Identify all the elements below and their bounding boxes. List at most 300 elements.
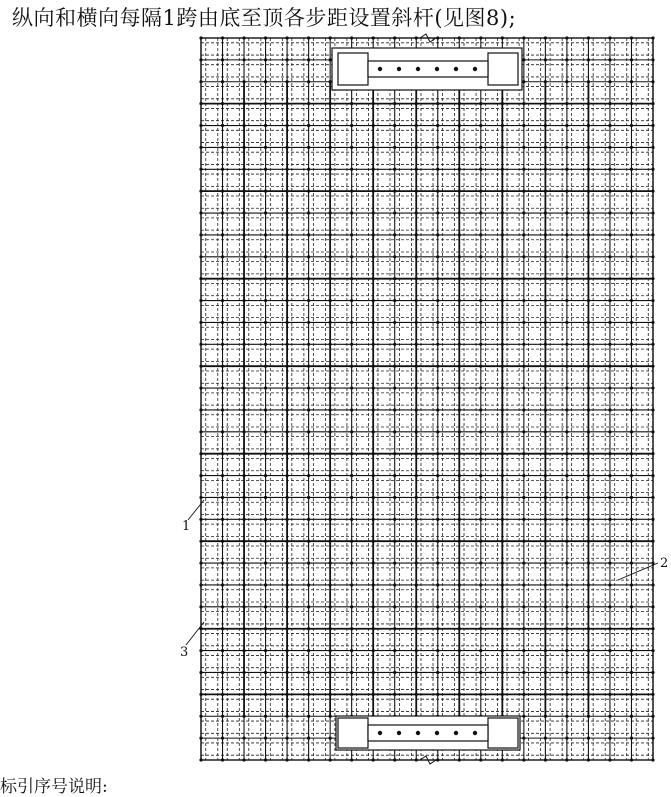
joint-node (544, 649, 547, 652)
joint-node (522, 496, 525, 499)
joint-node (651, 211, 654, 214)
joint-node (221, 496, 224, 499)
joint-node (501, 386, 504, 389)
joint-node (285, 146, 288, 149)
joint-node (221, 58, 224, 61)
joint-node (544, 277, 547, 280)
joint-node (307, 102, 310, 105)
joint-node (393, 365, 396, 368)
joint-node (630, 671, 633, 674)
joint-node (544, 693, 547, 696)
joint-node (329, 452, 332, 455)
joint-node (307, 365, 310, 368)
joint-node (285, 386, 288, 389)
joint-node (608, 211, 611, 214)
joint-node (651, 452, 654, 455)
joint-node (329, 474, 332, 477)
joint-node (544, 146, 547, 149)
joint-node (479, 190, 482, 193)
joint-node (285, 343, 288, 346)
joint-node (651, 233, 654, 236)
joint-node (587, 540, 590, 543)
joint-node (264, 277, 267, 280)
joint-node (458, 36, 461, 39)
joint-node (608, 233, 611, 236)
joint-node (393, 277, 396, 280)
joint-node (285, 474, 288, 477)
joint-nodes (199, 36, 654, 761)
joint-node (587, 277, 590, 280)
joint-node (264, 365, 267, 368)
joint-node (350, 430, 353, 433)
joint-node (565, 255, 568, 258)
joint-node (242, 124, 245, 127)
joint-node (264, 693, 267, 696)
joint-node (350, 190, 353, 193)
joint-node (285, 430, 288, 433)
joint-node (630, 365, 633, 368)
joint-node (436, 605, 439, 608)
joint-node (393, 233, 396, 236)
joint-node (651, 124, 654, 127)
joint-node (199, 124, 202, 127)
joint-node (479, 365, 482, 368)
joint-node (372, 671, 375, 674)
joint-node (436, 649, 439, 652)
joint-node (242, 605, 245, 608)
joint-node (630, 561, 633, 564)
joint-node (393, 583, 396, 586)
joint-node (372, 277, 375, 280)
joint-node (199, 693, 202, 696)
joint-node (501, 408, 504, 411)
joint-node (264, 80, 267, 83)
joint-node (544, 671, 547, 674)
joint-node (458, 299, 461, 302)
joint-node (199, 321, 202, 324)
joint-node (608, 299, 611, 302)
joint-node (264, 211, 267, 214)
joint-node (436, 233, 439, 236)
joint-node (565, 58, 568, 61)
joint-node (587, 299, 590, 302)
joint-node (221, 561, 224, 564)
joint-node (587, 190, 590, 193)
bolt-mark (397, 731, 401, 735)
bolt-mark (378, 731, 382, 735)
joint-node (415, 518, 418, 521)
joint-node (372, 583, 375, 586)
joint-node (522, 190, 525, 193)
joint-node (608, 255, 611, 258)
joint-node (221, 693, 224, 696)
joint-node (630, 299, 633, 302)
joint-node (393, 693, 396, 696)
joint-node (479, 211, 482, 214)
joint-node (630, 190, 633, 193)
joint-node (544, 190, 547, 193)
joint-node (307, 430, 310, 433)
joint-node (285, 365, 288, 368)
joint-node (565, 102, 568, 105)
joint-node (587, 605, 590, 608)
joint-node (329, 671, 332, 674)
joint-node (544, 343, 547, 346)
joint-node (458, 233, 461, 236)
joint-node (393, 496, 396, 499)
joint-node (285, 715, 288, 718)
joint-node (458, 124, 461, 127)
joint-node (285, 80, 288, 83)
joint-node (522, 168, 525, 171)
joint-node (307, 299, 310, 302)
joint-node (479, 255, 482, 258)
joint-node (479, 583, 482, 586)
joint-node (221, 474, 224, 477)
joint-node (372, 321, 375, 324)
joint-node (565, 190, 568, 193)
joint-node (264, 715, 267, 718)
joint-node (199, 365, 202, 368)
joint-node (329, 737, 332, 740)
joint-node (199, 146, 202, 149)
joint-node (608, 649, 611, 652)
joint-node (630, 277, 633, 280)
joint-node (544, 365, 547, 368)
joint-node (565, 408, 568, 411)
bolt-mark (416, 731, 420, 735)
joint-node (372, 124, 375, 127)
joint-node (436, 190, 439, 193)
joint-node (415, 190, 418, 193)
joint-node (307, 124, 310, 127)
joint-node (264, 408, 267, 411)
joint-node (307, 737, 310, 740)
joint-node (393, 190, 396, 193)
joint-node (501, 693, 504, 696)
joint-node (264, 583, 267, 586)
joint-node (522, 58, 525, 61)
joint-node (479, 561, 482, 564)
joint-node (544, 561, 547, 564)
joint-node (307, 649, 310, 652)
joint-node (199, 299, 202, 302)
joint-node (350, 211, 353, 214)
joint-node (285, 496, 288, 499)
joint-node (199, 452, 202, 455)
joint-node (608, 671, 611, 674)
joint-node (242, 758, 245, 761)
joint-node (522, 211, 525, 214)
joint-node (221, 343, 224, 346)
joint-node (522, 321, 525, 324)
joint-node (350, 365, 353, 368)
joint-node (608, 474, 611, 477)
joint-node (565, 758, 568, 761)
joint-node (630, 583, 633, 586)
joint-node (415, 168, 418, 171)
joint-node (285, 693, 288, 696)
joint-node (501, 583, 504, 586)
joint-node (307, 80, 310, 83)
joint-node (436, 627, 439, 630)
joint-node (415, 233, 418, 236)
joint-node (436, 386, 439, 389)
joint-node (350, 561, 353, 564)
joint-node (415, 255, 418, 258)
joint-node (372, 365, 375, 368)
joint-node (307, 146, 310, 149)
joint-node (285, 36, 288, 39)
joint-node (608, 277, 611, 280)
joint-node (544, 540, 547, 543)
bolt-mark (454, 67, 458, 71)
joint-node (307, 758, 310, 761)
joint-node (264, 518, 267, 521)
joint-node (501, 299, 504, 302)
joint-node (565, 540, 568, 543)
joint-node (393, 321, 396, 324)
joint-node (221, 190, 224, 193)
joint-node (307, 277, 310, 280)
joint-node (415, 365, 418, 368)
joint-node (522, 343, 525, 346)
joint-node (608, 758, 611, 761)
joint-node (285, 540, 288, 543)
joint-node (350, 299, 353, 302)
joint-node (479, 408, 482, 411)
joint-node (436, 408, 439, 411)
joint-node (651, 474, 654, 477)
joint-node (372, 496, 375, 499)
joint-node (221, 583, 224, 586)
joint-node (458, 168, 461, 171)
joint-node (307, 627, 310, 630)
joint-node (285, 649, 288, 652)
joint-node (372, 408, 375, 411)
joint-node (350, 146, 353, 149)
joint-node (221, 299, 224, 302)
joint-node (630, 715, 633, 718)
joint-node (501, 649, 504, 652)
joint-node (565, 36, 568, 39)
joint-node (242, 146, 245, 149)
joint-node (544, 627, 547, 630)
joint-node (199, 430, 202, 433)
joint-node (242, 36, 245, 39)
joint-node (565, 124, 568, 127)
joint-node (307, 233, 310, 236)
joint-node (285, 671, 288, 674)
joint-node (436, 583, 439, 586)
joint-node (415, 386, 418, 389)
joint-node (522, 430, 525, 433)
joint-node (242, 343, 245, 346)
joint-node (587, 758, 590, 761)
joint-node (544, 299, 547, 302)
joint-node (393, 627, 396, 630)
joint-node (372, 36, 375, 39)
joint-node (458, 671, 461, 674)
joint-node (522, 605, 525, 608)
joint-node (307, 452, 310, 455)
joint-node (630, 737, 633, 740)
joint-node (199, 36, 202, 39)
joint-node (285, 452, 288, 455)
joint-node (458, 605, 461, 608)
joint-node (393, 540, 396, 543)
joint-node (587, 693, 590, 696)
joint-node (651, 365, 654, 368)
joint-node (458, 627, 461, 630)
joint-node (242, 190, 245, 193)
joint-node (630, 408, 633, 411)
joint-node (458, 255, 461, 258)
joint-node (479, 758, 482, 761)
joint-node (329, 255, 332, 258)
joint-node (587, 715, 590, 718)
joint-node (372, 649, 375, 652)
joint-node (608, 321, 611, 324)
joint-node (285, 233, 288, 236)
joint-node (415, 474, 418, 477)
joint-node (264, 605, 267, 608)
joint-node (651, 693, 654, 696)
joint-node (221, 758, 224, 761)
joint-node (651, 649, 654, 652)
joint-node (329, 80, 332, 83)
joint-node (242, 211, 245, 214)
joint-node (522, 671, 525, 674)
joint-node (522, 80, 525, 83)
joint-node (608, 737, 611, 740)
bolt-mark (378, 67, 382, 71)
joint-node (264, 452, 267, 455)
bottom-beam-left-block (338, 718, 368, 748)
joint-node (587, 102, 590, 105)
joint-node (199, 277, 202, 280)
joint-node (221, 36, 224, 39)
joint-node (307, 518, 310, 521)
joint-node (587, 36, 590, 39)
joint-node (415, 452, 418, 455)
joint-node (544, 758, 547, 761)
joint-node (479, 430, 482, 433)
joint-node (350, 452, 353, 455)
joint-node (651, 737, 654, 740)
joint-node (350, 386, 353, 389)
joint-node (651, 102, 654, 105)
joint-node (651, 408, 654, 411)
joint-node (242, 649, 245, 652)
joint-node (393, 518, 396, 521)
joint-node (458, 561, 461, 564)
joint-node (415, 36, 418, 39)
joint-node (522, 124, 525, 127)
joint-node (458, 452, 461, 455)
joint-node (436, 277, 439, 280)
joint-node (264, 321, 267, 324)
joint-node (608, 715, 611, 718)
joint-node (458, 649, 461, 652)
joint-node (587, 671, 590, 674)
bolt-mark (473, 731, 477, 735)
joint-node (415, 496, 418, 499)
joint-node (630, 474, 633, 477)
joint-node (264, 233, 267, 236)
joint-node (372, 693, 375, 696)
joint-node (630, 80, 633, 83)
joint-node (307, 496, 310, 499)
joint-node (587, 211, 590, 214)
legend-heading: 标引序号说明: (0, 777, 108, 797)
joint-node (522, 649, 525, 652)
joint-node (587, 124, 590, 127)
joint-node (608, 627, 611, 630)
joint-node (565, 715, 568, 718)
joint-node (350, 758, 353, 761)
joint-node (501, 474, 504, 477)
joint-node (242, 365, 245, 368)
joint-node (522, 540, 525, 543)
joint-node (329, 649, 332, 652)
joint-node (522, 365, 525, 368)
joint-node (458, 518, 461, 521)
joint-node (221, 211, 224, 214)
joint-node (501, 277, 504, 280)
joint-node (264, 671, 267, 674)
joint-node (565, 211, 568, 214)
joint-node (651, 36, 654, 39)
joint-node (242, 715, 245, 718)
joint-node (608, 58, 611, 61)
joint-node (436, 36, 439, 39)
joint-node (242, 430, 245, 433)
joint-node (393, 474, 396, 477)
joint-node (436, 168, 439, 171)
joint-node (501, 758, 504, 761)
joint-node (242, 255, 245, 258)
joint-node (285, 211, 288, 214)
joint-node (565, 343, 568, 346)
joint-node (329, 36, 332, 39)
joint-node (501, 518, 504, 521)
joint-node (242, 737, 245, 740)
joint-node (242, 518, 245, 521)
joint-node (565, 671, 568, 674)
joint-node (415, 430, 418, 433)
joint-node (307, 58, 310, 61)
joint-node (372, 540, 375, 543)
joint-node (522, 518, 525, 521)
joint-node (522, 737, 525, 740)
joint-node (501, 605, 504, 608)
joint-node (285, 758, 288, 761)
joint-node (651, 758, 654, 761)
joint-node (565, 146, 568, 149)
joint-node (630, 146, 633, 149)
joint-node (458, 277, 461, 280)
joint-node (544, 474, 547, 477)
joint-node (242, 386, 245, 389)
inner-dashed-grid (201, 38, 653, 760)
joint-node (630, 36, 633, 39)
joint-node (565, 518, 568, 521)
joint-node (587, 146, 590, 149)
joint-node (350, 649, 353, 652)
joint-node (329, 168, 332, 171)
joint-node (329, 102, 332, 105)
